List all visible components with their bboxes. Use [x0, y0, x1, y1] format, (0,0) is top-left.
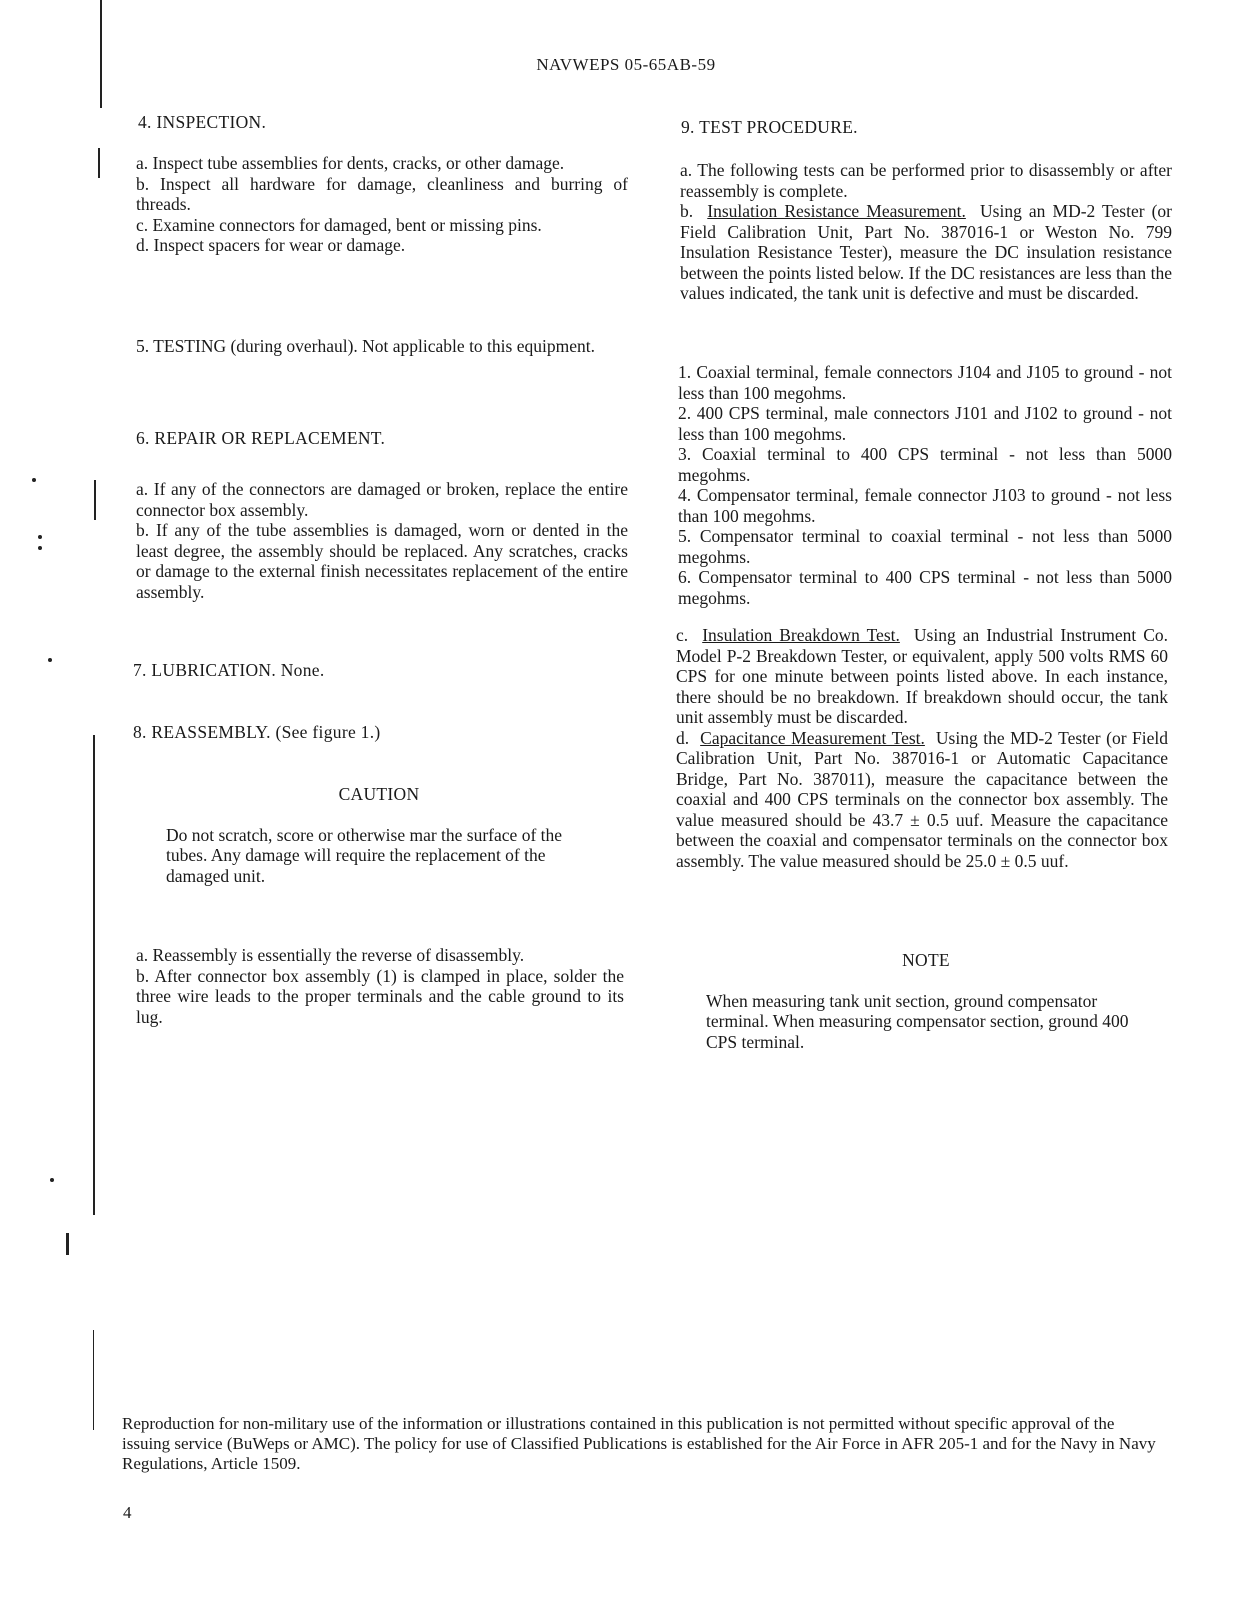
paragraph-insulation-resistance — [680, 201, 1172, 304]
margin-dot — [48, 658, 52, 662]
document-header: NAVWEPS 05-65AB-59 — [536, 55, 716, 74]
paragraph-insulation-breakdown — [676, 625, 1168, 728]
section-heading: 8. REASSEMBLY. (See figure 1.) — [133, 722, 381, 742]
repair-list — [136, 479, 628, 602]
margin-tick — [94, 480, 96, 520]
list-item: 1. Coaxial terminal, female connectors J104 and J105 to ground - not less than 100 megohms. — [678, 362, 1172, 403]
section-heading: 7. LUBRICATION. None. — [133, 660, 325, 680]
list-item: 4. Compensator terminal, female connector J103 to ground - not less than 100 megohms. — [678, 485, 1172, 526]
paragraph: a. Reassembly is essentially the reverse of disassembly. — [136, 945, 525, 965]
paragraph: b. After connector box assembly (1) is clamped in place, solder the three wire leads to the proper terminals and the cable ground to its lug. — [136, 965, 624, 1027]
reassembly-list — [136, 945, 624, 1027]
margin-tick — [66, 1233, 69, 1255]
section-testing — [136, 336, 628, 357]
subsection-text: Using an MD-2 Tester (or Field Calibration Unit, Part No. 387016-1 or Weston No. 799 Insulation Resistance Tester), measure the DC insulation resistance between the points listed below. If the DC resistances are less than the values indicated, the tank unit is defective and must be discarded. — [680, 201, 1173, 303]
list-item: 5. Compensator terminal to coaxial terminal - not less than 5000 megohms. — [678, 526, 1172, 567]
margin-dot — [32, 478, 36, 482]
caution-block — [133, 784, 625, 886]
note-text: When measuring tank unit section, ground compensator terminal. When measuring compensator section, ground 400 CPS terminal. — [706, 990, 1129, 1052]
subsection-title: Insulation Resistance Measurement. — [707, 201, 966, 221]
note-block — [676, 950, 1168, 1052]
subsection-text: Using the MD-2 Tester (or Field Calibration Unit, Part No. 387016-1 or Automatic Capacitance Bridge, Part No. 387011), measure the capacitance between the coaxial and 400 CPS terminals on the connector box assembly. The value measured should be 43.7 ± 0.5 uuf. Measure the capacitance between the coaxial and compensator terminals on the connector box assembly. The value measured should be 25.0 ± 0.5 uuf. — [676, 727, 1169, 871]
note-title: NOTE — [902, 950, 950, 970]
test-intro — [680, 160, 1172, 304]
subsection-title: Insulation Breakdown Test. — [702, 625, 900, 645]
item-label: c. — [676, 625, 689, 645]
section-heading: 6. REPAIR OR REPLACEMENT. — [136, 428, 386, 448]
inspection-list — [136, 153, 628, 256]
margin-dot — [50, 1178, 54, 1182]
paragraph: c. Examine connectors for damaged, bent or missing pins. — [136, 214, 542, 235]
caution-text: Do not scratch, score or otherwise mar the surface of the tubes. Any damage will require the replacement of the damaged unit. — [166, 824, 563, 886]
section-heading: 4. INSPECTION. — [138, 112, 267, 132]
section-heading: 9. TEST PROCEDURE. — [681, 117, 858, 137]
list-item: 2. 400 CPS terminal, male connectors J101 and J102 to ground - not less than 100 megohms. — [678, 403, 1172, 444]
subsection-title: Capacitance Measurement Test. — [700, 727, 925, 748]
list-item: 6. Compensator terminal to 400 CPS terminal - not less than 5000 megohms. — [678, 567, 1172, 608]
margin-dot — [38, 546, 42, 550]
paragraph: a. If any of the connectors are damaged or broken, replace the entire connector box assembly. — [136, 479, 628, 520]
item-label: d. — [676, 727, 690, 748]
paragraph: a. The following tests can be performed prior to disassembly or after reassembly is complete. — [680, 160, 1172, 201]
subsection-text: Using an Industrial Instrument Co. Model P-2 Breakdown Tester, or equivalent, apply 500 volts RMS 60 CPS for one minute between points listed above. In each instance, there should be no breakdown. If breakdown should occur, the tank unit assembly must be discarded. — [676, 625, 1169, 727]
section-test-procedure — [681, 117, 1171, 138]
breakdown-and-capacitance — [676, 625, 1168, 871]
paragraph: b. Inspect all hardware for damage, cleanliness and burring of threads. — [136, 173, 628, 214]
paragraph-capacitance — [676, 728, 1168, 872]
section-repair — [136, 428, 628, 449]
list-item: 3. Coaxial terminal to 400 CPS terminal - not less than 5000 megohms. — [678, 444, 1172, 485]
paragraph: 5. TESTING (during overhaul). Not applicable to this equipment. — [136, 336, 595, 356]
resistance-list — [678, 362, 1172, 608]
paragraph: a. Inspect tube assemblies for dents, cracks, or other damage. — [136, 153, 565, 173]
reproduction-notice: Reproduction for non-military use of the information or illustrations contained in this publication is not permitted without specific approval of the issuing service (BuWeps or AMC). The policy for use of Classified Publications is established for the Air Force in AFR 205-1 and for the Navy in Navy Regulations, Article 1509. — [122, 1414, 1156, 1473]
paragraph: b. If any of the tube assemblies is damaged, worn or dented in the least degree, the assembly should be replaced. Any scratches, cracks or damage to the external finish necessitates replacement of the entire assembly. — [136, 520, 628, 602]
page-number: 4 — [123, 1503, 132, 1522]
section-lubrication — [133, 660, 625, 681]
margin-line — [93, 1330, 94, 1430]
section-reassembly — [133, 722, 625, 743]
item-label: b. — [680, 201, 694, 221]
paragraph: d. Inspect spacers for wear or damage. — [136, 235, 406, 255]
section-inspection — [138, 112, 628, 133]
caution-title: CAUTION — [338, 784, 420, 804]
margin-dot — [38, 535, 42, 539]
margin-line — [93, 735, 95, 1215]
margin-line — [100, 0, 102, 108]
margin-tick — [98, 148, 100, 178]
